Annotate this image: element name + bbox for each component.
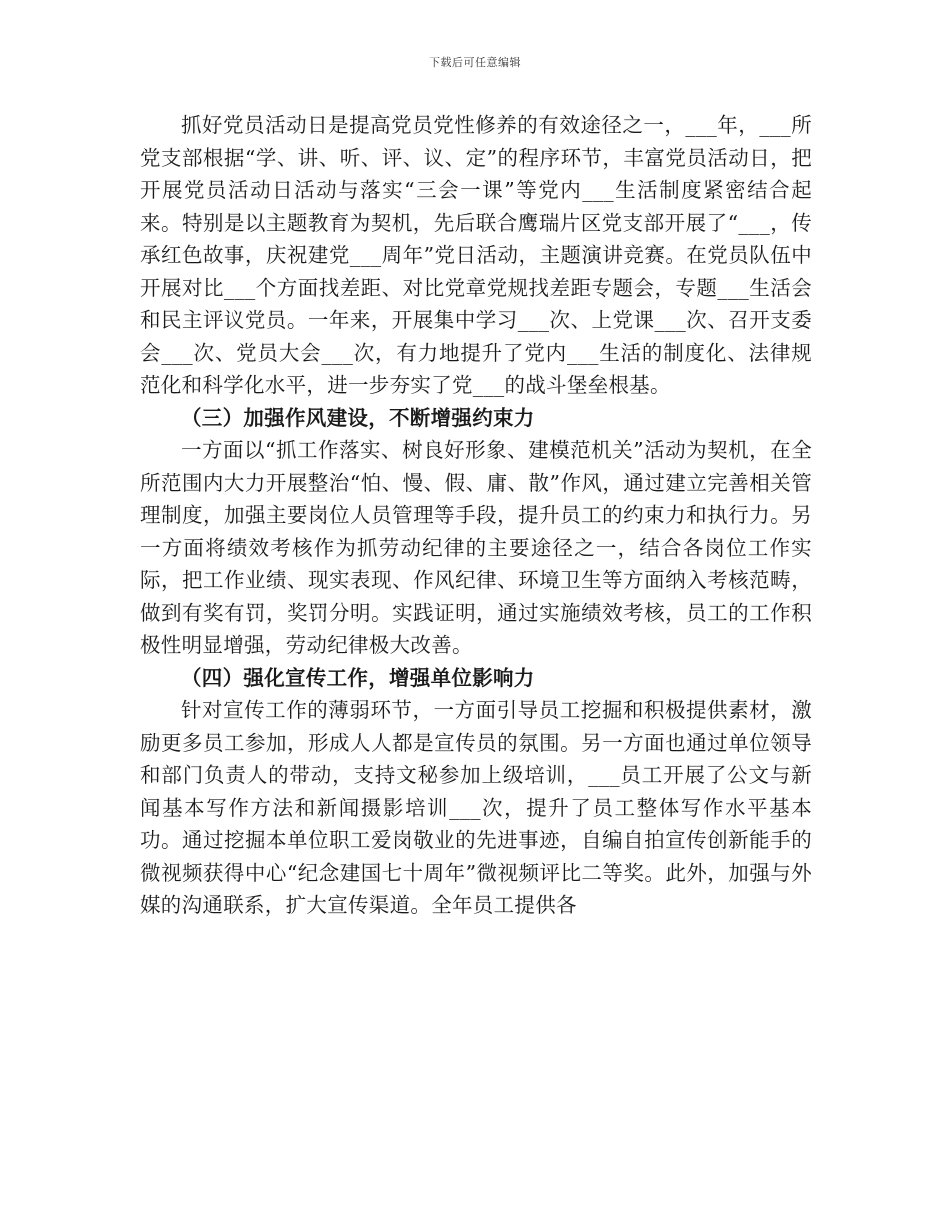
section-heading-publicity: （四）强化宣传工作，增强单位影响力: [181, 665, 535, 690]
paragraph-publicity: 针对宣传工作的薄弱环节，一方面引导员工挖掘和积极提供素材，激励更多员工参加，形成人人都是宣传员的氛围。另一方面也通过单位领导和部门负责人的带动，支持文秘参加上级培训，___员工开展了公文与新闻基本写作方法和新闻摄影培训___次，提升了员工整体写作水平基本功。通过挖掘本单位职工爱岗敬业的先进事迹，自编自拍宣传创新能手的微视频获得中心“纪念建国七十周年”微视频评比二等奖。此外，加强与外媒的沟通联系，扩大宣传渠道。全年员工提供各: [140, 698, 812, 917]
paragraph-work-style: 一方面以“抓工作落实、树良好形象、建模范机关”活动为契机，在全所范围内大力开展整治“怕、慢、假、庸、散”作风，通过建立完善相关管理制度，加强主要岗位人员管理等手段，提升员工的约束力和执行力。另一方面将绩效考核作为抓劳动纪律的主要途径之一，结合各岗位工作实际，把工作业绩、现实表现、作风纪律、环境卫生等方面纳入考核范畴，做到有奖有罚，奖罚分明。实践证明，通过实施绩效考核，员工的工作积极性明显增强，劳动纪律极大改善。: [140, 438, 812, 657]
section-heading-work-style: （三）加强作风建设，不断增强约束力: [181, 405, 535, 430]
paragraph-party-activity-day: 抓好党员活动日是提高党员党性修养的有效途径之一，___年，___所党支部根据“学、讲、听、评、议、定”的程序环节，丰富党员活动日，把开展党员活动日活动与落实“三会一课”等党内___生活制度紧密结合起来。特别是以主题教育为契机，先后联合鹰瑞片区党支部开展了“___，传承红色故事，庆祝建党___周年”党日活动，主题演讲竞赛。在党员队伍中开展对比___个方面找差距、对比党章党规找差距专题会，专题___生活会和民主评议党员。一年来，开展集中学习___次、上党课___次、召开支委会___次、党员大会___次，有力地提升了党内___生活的制度化、法律规范化和科学化水平，进一步夯实了党___的战斗堡垒根基。: [140, 113, 812, 397]
page-header: 下载后可任意编辑: [429, 56, 521, 69]
document-body: [140, 109, 812, 922]
